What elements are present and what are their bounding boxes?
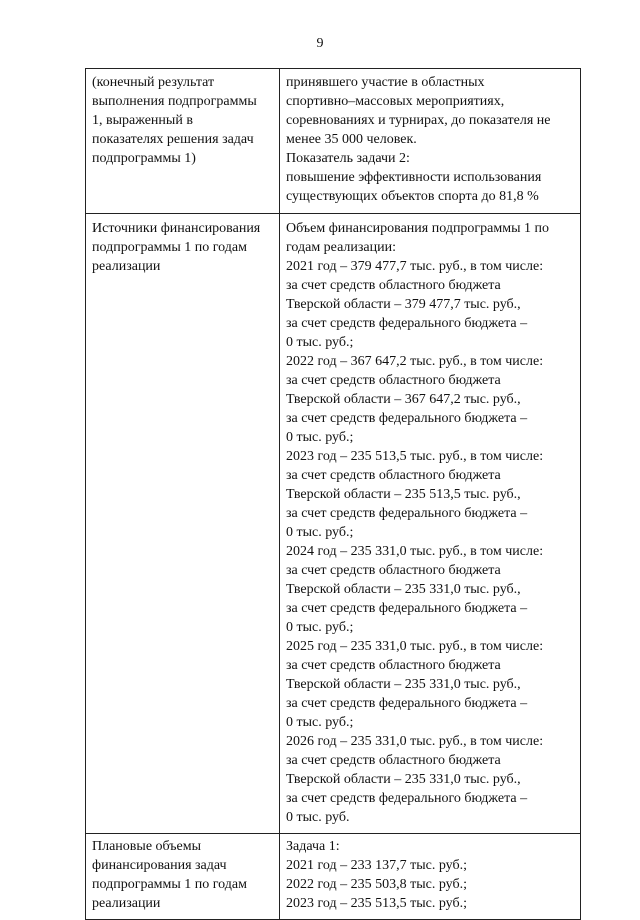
table-row-financing-sources [86, 214, 581, 834]
text-line: (конечный результат [92, 75, 215, 90]
text-line: 2023 год – 235 513,5 тыс. руб., в том числе: [286, 449, 544, 464]
text-line: 2026 год – 235 331,0 тыс. руб., в том числе: [286, 734, 544, 749]
text-line: 0 тыс. руб. [286, 810, 350, 825]
table-row-planned-volumes [86, 834, 581, 920]
text-line: за счет средств областного бюджета [286, 468, 501, 483]
text-line: повышение эффективности использования [286, 170, 542, 185]
text-line: за счет средств федерального бюджета – [286, 506, 528, 521]
text-line: принявшего участие в областных [286, 75, 485, 90]
text-line: существующих объектов спорта до 81,8 % [286, 189, 539, 204]
text-line: годам реализации: [286, 240, 396, 255]
text-line: за счет средств областного бюджета [286, 563, 501, 578]
text-line: 0 тыс. руб.; [286, 620, 354, 635]
row-value-cell [280, 834, 581, 920]
text-line: 2023 год – 235 513,5 тыс. руб.; [286, 896, 467, 911]
text-line: 2022 год – 235 503,8 тыс. руб.; [286, 877, 467, 892]
text-line: 0 тыс. руб.; [286, 525, 354, 540]
text-line: за счет средств федерального бюджета – [286, 316, 528, 331]
text-line: Источники финансирования [92, 221, 261, 236]
text-line: за счет средств федерального бюджета – [286, 601, 528, 616]
text-line: Тверской области – 235 331,0 тыс. руб., [286, 677, 521, 692]
text-line: 2025 год – 235 331,0 тыс. руб., в том числе: [286, 639, 544, 654]
row-value-cell [280, 214, 581, 834]
text-line: реализации [92, 259, 161, 274]
text-line: Тверской области – 367 647,2 тыс. руб., [286, 392, 521, 407]
text-line: Задача 1: [286, 839, 340, 854]
text-line: за счет средств федерального бюджета – [286, 791, 528, 806]
text-line: за счет средств областного бюджета [286, 373, 501, 388]
text-line: соревнованиях и турнирах, до показателя не [286, 113, 551, 128]
text-line: 2021 год – 233 137,7 тыс. руб.; [286, 858, 467, 873]
text-line: Тверской области – 235 331,0 тыс. руб., [286, 772, 521, 787]
row-label-cell [86, 834, 280, 920]
text-line: подпрограммы 1 по годам [92, 877, 247, 892]
row-value-cell [280, 69, 581, 214]
row-label-cell [86, 69, 280, 214]
text-line: Тверской области – 235 513,5 тыс. руб., [286, 487, 521, 502]
text-line: Плановые объемы [92, 839, 202, 854]
text-line: выполнения подпрограммы [92, 94, 257, 109]
text-line: показателях решения задач [92, 132, 254, 147]
page-number: 9 [316, 36, 324, 51]
text-line: спортивно–массовых мероприятиях, [286, 94, 505, 109]
text-line: 0 тыс. руб.; [286, 715, 354, 730]
text-line: подпрограммы 1) [92, 151, 196, 166]
text-line: 2021 год – 379 477,7 тыс. руб., в том числе: [286, 259, 544, 274]
text-line: финансирования задач [92, 858, 227, 873]
text-line: менее 35 000 человек. [286, 132, 417, 147]
text-line: Тверской области – 379 477,7 тыс. руб., [286, 297, 521, 312]
text-line: подпрограммы 1 по годам [92, 240, 247, 255]
text-line: 0 тыс. руб.; [286, 335, 354, 350]
text-line: Объем финансирования подпрограммы 1 по [286, 221, 550, 236]
row-label-cell [86, 214, 280, 834]
text-line: 1, выраженный в [92, 113, 193, 128]
text-line: за счет средств областного бюджета [286, 278, 501, 293]
text-line: за счет средств федерального бюджета – [286, 411, 528, 426]
subprogram-passport-table [85, 68, 581, 920]
text-line: за счет средств областного бюджета [286, 753, 501, 768]
text-line: реализации [92, 896, 161, 911]
text-line: за счет средств федерального бюджета – [286, 696, 528, 711]
text-line: Показатель задачи 2: [286, 151, 410, 166]
text-line: 0 тыс. руб.; [286, 430, 354, 445]
text-line: за счет средств областного бюджета [286, 658, 501, 673]
text-line: Тверской области – 235 331,0 тыс. руб., [286, 582, 521, 597]
text-line: 2024 год – 235 331,0 тыс. руб., в том числе: [286, 544, 544, 559]
text-line: 2022 год – 367 647,2 тыс. руб., в том числе: [286, 354, 544, 369]
table-row-final-result [86, 69, 581, 214]
